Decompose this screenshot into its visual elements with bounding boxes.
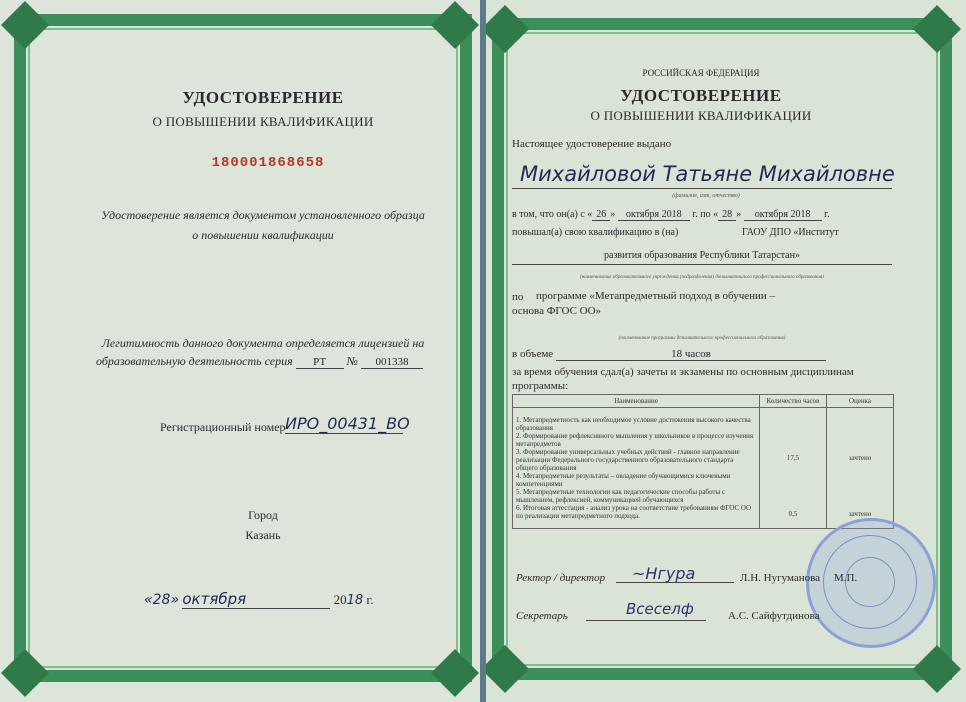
statement-line-2: о повышении квалификации [192, 228, 334, 242]
right-title: УДОСТОВЕРЕНИЕ [620, 86, 782, 105]
program-line-2: основа ФГОС ОО» [512, 305, 602, 317]
exams-line-1: за время обучения сдал(а) зачеты и экзамены по основным дисциплинам [512, 366, 854, 378]
volume-label: в объеме [512, 348, 554, 360]
rector-label: Ректор / директор [516, 572, 606, 584]
license-no-label: № [346, 354, 358, 368]
subjects-cell [513, 408, 760, 529]
period-end-day: 28 [718, 209, 736, 221]
right-subtitle: О ПОВЫШЕНИИ КВАЛИФИКАЦИИ [590, 108, 812, 123]
program-caption: (наименование программы дополнительного профессионального образования) [618, 336, 786, 341]
rector-signature: ~Нгура [632, 564, 696, 583]
license-line-1: Легитимность данного документа определяется лицензией на [101, 336, 425, 350]
table-row [513, 408, 894, 529]
hours-cell [760, 408, 827, 529]
grade-cell [827, 408, 894, 529]
left-page [0, 0, 480, 702]
country-header: РОССИЙСКАЯ ФЕДЕРАЦИЯ [642, 68, 760, 78]
hours-final: 0,5 [788, 510, 798, 518]
secretary-signature-line [586, 620, 706, 621]
period-end-month: октября 2018 [744, 209, 822, 221]
period-line: в том, что он(а) с « 26 » октября 2018 г. по « 28 » октября 2018 г. [512, 209, 830, 220]
table-header-row [513, 395, 894, 408]
volume-value: 18 часов [556, 348, 826, 361]
period-prefix: в том, что он(а) с « [512, 209, 593, 220]
license-prefix: образовательную деятельность серия [96, 354, 293, 368]
city-value: Казань [245, 528, 281, 542]
left-title: УДОСТОВЕРЕНИЕ [182, 88, 344, 107]
right-page [486, 0, 966, 702]
grade-main: зачтено [848, 454, 872, 462]
date-year: 18 [346, 593, 364, 608]
city-label: Город [248, 508, 278, 522]
issue-date: «28» октября 2018 г. [144, 590, 374, 608]
subjects-table [512, 394, 894, 529]
header-grade: Оценка [827, 395, 894, 408]
reg-number-label: Регистрационный номер [160, 420, 286, 434]
grade-final: зачтено [848, 510, 872, 518]
recipient-underline [512, 188, 892, 189]
institution-line-1: ГАОУ ДПО «Институт [742, 227, 839, 238]
raised-line: повышал(а) свою квалификацию в (на) [512, 227, 679, 238]
institution-line-2: развития образования Республики Татарстан» [604, 250, 800, 261]
recipient-caption: (фамилия, имя, отчество) [672, 193, 740, 199]
date-suffix: г. [366, 592, 374, 607]
program-prefix: по [512, 291, 524, 303]
subject-item: 4. Метапредметные результаты – овладение обучающимися ключевыми компетенциями [516, 472, 731, 488]
subject-item: 2. Формирование рефлексивного мышления у школьников в процессе изучения метапредметов [516, 432, 754, 448]
stamp-label: М.П. [834, 572, 858, 584]
statement-line-1: Удостоверение является документом установленного образца [101, 208, 425, 222]
institution-caption: (наименование образовательного учреждения (подразделения) дополнительного профессионального образования) [580, 275, 824, 280]
secretary-name: А.С. Сайфутдинова [728, 610, 820, 622]
volume-line [512, 348, 826, 361]
reg-number-value: ИРО_00431_ВО [285, 414, 410, 433]
program-line-1: программе «Метапредметный подход в обучении – [536, 290, 776, 302]
date-year-prefix: 20 [333, 592, 347, 607]
license-number: 001338 [361, 356, 423, 369]
issued-to-label: Настоящее удостоверение выдано [512, 138, 672, 150]
subject-item: 6. Итоговая аттестация - анализ урока на соответствие требованиям ФГОС ОО по реализации метапредметного подхода. [516, 504, 752, 520]
license-series: РТ [296, 356, 344, 369]
header-hours: Количество часов [760, 395, 827, 408]
period-suffix: г. [824, 209, 830, 220]
recipient-name: Михайловой Татьяне Михайловне [520, 162, 895, 186]
left-subtitle: О ПОВЫШЕНИИ КВАЛИФИКАЦИИ [152, 114, 374, 129]
rector-name: Л.Н. Нугуманова [740, 572, 821, 584]
date-day: 28 [152, 592, 171, 608]
secretary-label: Секретарь [516, 610, 568, 622]
period-start-month: октября 2018 [618, 209, 690, 221]
header-name: Наименование [513, 395, 760, 408]
subject-item: 5. Метапредметные технологии как педагогические способы работы с мышлением, рефлексией, коммуникацией обучающихся [516, 488, 726, 504]
subject-item: 1. Метапредметность как необходимое условие достижения высокого качества образования [516, 416, 751, 432]
license-line-2 [96, 354, 423, 369]
secretary-signature: Всеселф [626, 600, 694, 618]
period-start-day: 26 [592, 209, 610, 221]
subject-item: 3. Формирование универсальных учебных действий - главное направление реализации Федерального государственного образовательного стандарта общего образования [516, 448, 740, 472]
hours-main: 17,5 [786, 454, 800, 462]
exams-line-2: программы: [512, 380, 569, 392]
official-seal [806, 518, 936, 648]
period-mid: г. по « [692, 209, 719, 220]
date-month: октября [182, 590, 330, 609]
institution-underline [512, 264, 892, 265]
serial-number: 180001868658 [211, 155, 325, 171]
